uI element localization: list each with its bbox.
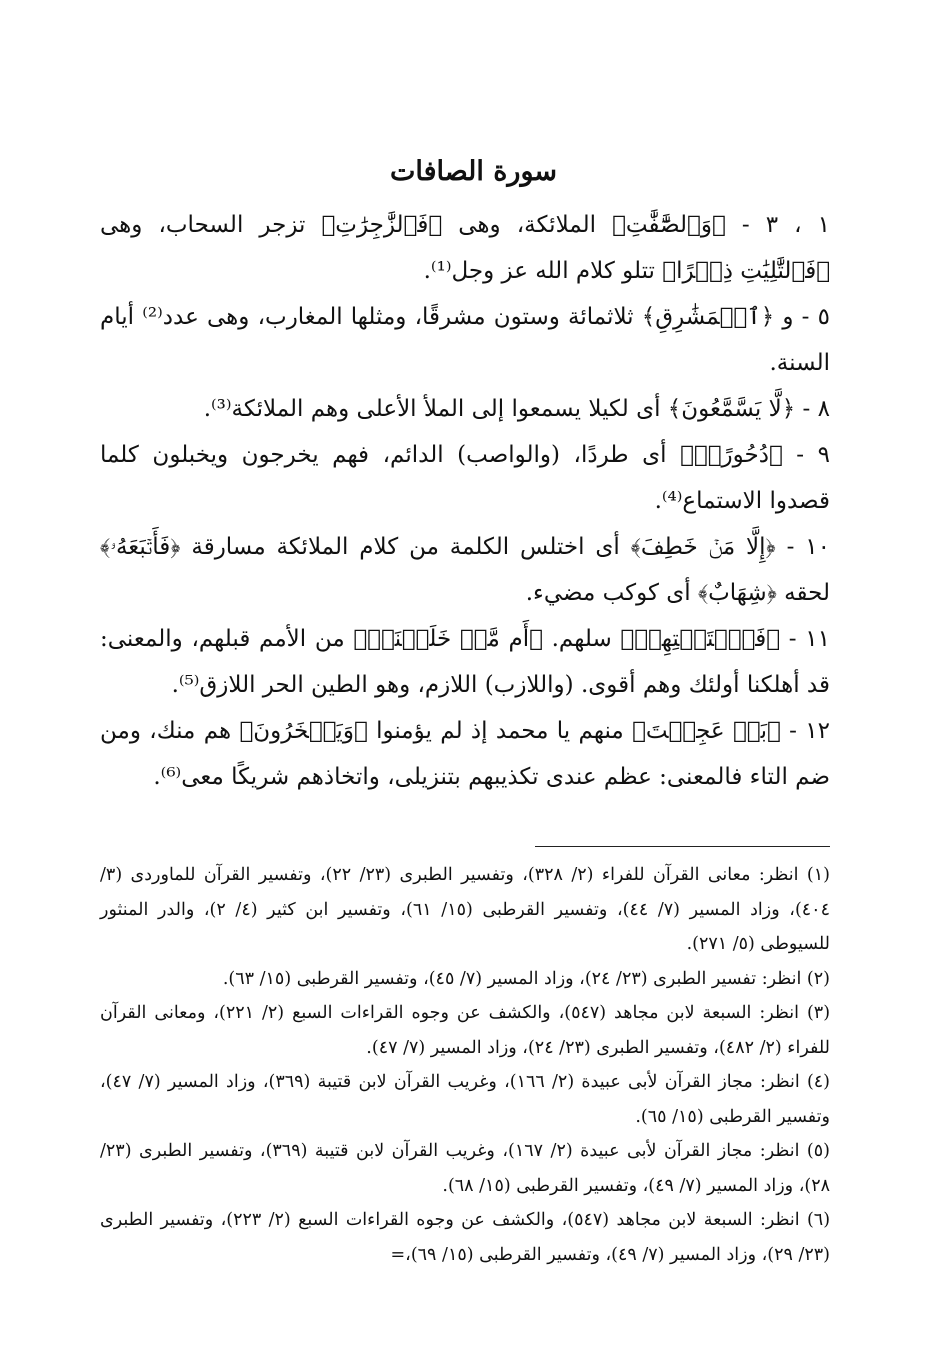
main-text	[100, 202, 830, 800]
verse-commentary-1-3: ١ ، ٣ - ﴿وَٱلصَّٰٓفَّٰتِ﴾ الملائكة، وهى ﴿فَٱلزَّٰجِرَٰتِ﴾ تزجر السحاب، وهى ﴿فَٱلتَّٰلِيَٰتِ ذِكۡرًا﴾ تتلو كلام الله عز وجل⁽¹⁾.	[100, 212, 831, 284]
footnote-4: (٤) انظر: مجاز القرآن لأبى عبيدة (٢/ ١٦٦)، وغريب القرآن لابن قتيبة (٣٦٩)، وزاد المسير (٧/ ٤٧)، وتفسير القرطبى (١٥/ ٦٥).	[100, 1072, 830, 1127]
footnote-2: (٢) انظر: تفسير الطبرى (٢٣/ ٢٤)، وزاد المسير (٧/ ٤٥)، وتفسير القرطبى (١٥/ ٦٣).	[222, 968, 830, 989]
verse-commentary-5: ٥ - و ﴿ٱلۡمَشَٰرِقِ﴾ ثلاثمائة وستون مشرقًا، ومثلها المغارب، وهى عدد⁽²⁾ أيام السنة.	[100, 304, 830, 376]
verse-commentary-12: ١٢ - ﴿بَلۡ عَجِبۡتَ﴾ منهم يا محمد إذ لم يؤمنوا ﴿وَيَسۡخَرُونَ﴾ هم منك، ومن ضم التاء فالمعنى: عظم عندى تكذيبهم بتنزيلى، واتخاذهم شريكًا معى⁽⁶⁾.	[100, 718, 830, 790]
verse-commentary-10: ١٠ - ﴿إِلَّا مَنۡ خَطِفَ﴾ أى اختلس الكلمة من كلام الملائكة مسارقة ﴿فَأَتۡبَعَهُۥ﴾ لحقه ﴿شِهَابٌ﴾ أى كوكب مضيء.	[100, 534, 830, 606]
verse-commentary-8: ٨ - ﴿لَّا يَسَّمَّعُونَ﴾ أى لكيلا يسمعوا إلى الملأ الأعلى وهم الملائكة⁽³⁾.	[203, 396, 830, 422]
verse-commentary-11: ١١ - ﴿فَٱسۡتَفۡتِهِمۡ﴾ سلهم. ﴿أَم مَّنۡ خَلَقۡنَآۚ﴾ من الأمم قبلهم، والمعنى: قد أهلكنا أولئك وهم أقوى. (واللازب) اللازم، وهو الطين الحر اللازق⁽⁵⁾.	[100, 626, 830, 698]
footnote-6: (٦) انظر: السبعة لابن مجاهد (٥٤٧)، والكشف عن وجوه القراءات السبع (٢/ ٢٢٣)، وتفسير الطبرى (٢٣/ ٢٩)، وزاد المسير (٧/ ٤٩)، وتفسير القرطبى (١٥/ ٦٩)،=	[100, 1210, 831, 1265]
footnote-5: (٥) انظر: مجاز القرآن لأبى عبيدة (٢/ ١٦٧)، وغريب القرآن لابن قتيبة (٣٦٩)، وتفسير الطبرى (٢٣/ ٢٨)، وزاد المسير (٧/ ٤٩)، وتفسير القرطبى (١٥/ ٦٨).	[100, 1141, 830, 1196]
footnote-divider	[535, 846, 830, 847]
footnote-3: (٣) انظر: السبعة لابن مجاهد (٥٤٧)، والكشف عن وجوه القراءات السبع (٢/ ٢٢١)، ومعانى القرآن للفراء (٢/ ٤٨٢)، وتفسير الطبرى (٢٣/ ٢٤)، وزاد المسير (٧/ ٤٧).	[100, 1003, 831, 1058]
footnote-1: (١) انظر: معانى القرآن للفراء (٢/ ٣٢٨)، وتفسير الطبرى (٢٣/ ٢٢)، وتفسير القرآن للماوردى (٣/ ٤٠٤)، وزاد المسير (٧/ ٤٤)، وتفسير القرطبى (١٥/ ٦١)، وتفسير ابن كثير (٤/ ٢)، والدر المنثور للسيوطى (٥/ ٢٧١).	[100, 865, 830, 954]
surah-title: سورة الصافات	[389, 156, 558, 187]
verse-commentary-9: ٩ - ﴿دُحُورًاۖ﴾ أى طردًا، (والواصب) الدائم، فهم يخرجون ويخبلون كلما قصدوا الاستماع⁽⁴⁾.	[100, 442, 830, 514]
footnotes	[100, 858, 830, 1272]
